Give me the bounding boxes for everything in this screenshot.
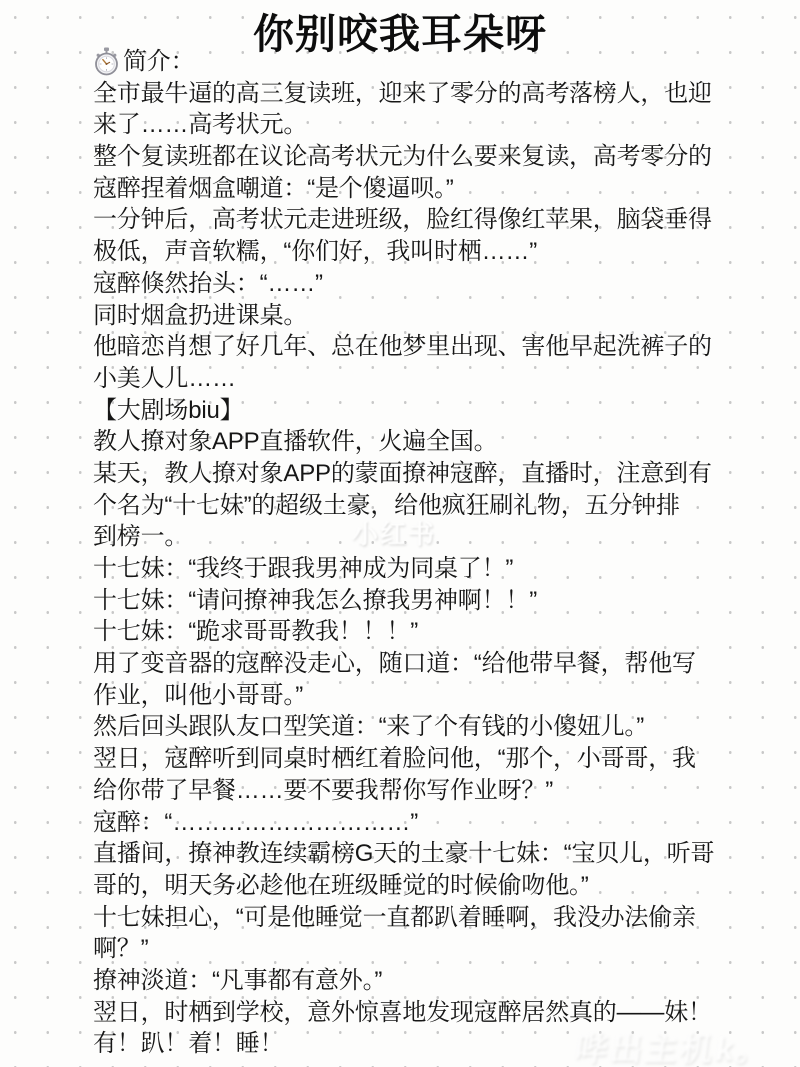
text-line: 到榜一。 [93,523,189,551]
text-line: 一分钟后，高考状元走进班级，脸红得像红苹果，脑袋垂得 [93,206,712,234]
intro-label: 简介： [123,48,195,75]
text-line: 翌日，时栖到学校，意外惊喜地发现寇醉居然真的——妹！ [93,998,712,1026]
text-line: 然后回头跟队友口型笑道：“来了个有钱的小傻妞儿。” [93,713,644,741]
page-title: 你别咬我耳朵呀 [253,11,547,57]
text-line: 十七妹：“请问撩神我怎么撩我男神啊！！” [93,586,537,614]
text-line: 【大剧场biu】 [93,396,244,424]
text-line: 十七妹：“我终于跟我男神成为同桌了！” [93,555,514,582]
text-line: 小美人儿…… [93,364,236,392]
center-watermark: 小红书 [352,519,437,549]
intro-heading-line [93,46,800,78]
text-line: 直播间，撩神教连续霸榜G天的土豪十七妹：“宝贝儿，听哥 [93,840,715,868]
text-line: 用了变音器的寇醉没走心，随口道：“给他带早餐，帮他写 [93,650,696,678]
text-line: 整个复读班都在议论高考状元为什么要来复读，高考零分的 [93,143,712,171]
text-line: 啊？” [93,935,149,963]
text-line: 有！趴！着！睡！ [93,1030,284,1058]
text-line: 寇醉：“…………………………” [93,808,418,836]
text-line: 同时烟盒扔进课桌。 [93,301,308,329]
text-line: 给你带了早餐……要不要我帮你写作业呀？” [93,776,553,804]
text-line: 作业，叫他小哥哥。” [93,681,303,709]
text-line: 十七妹：“跪求哥哥教我！！！” [93,618,418,646]
text-line: 来了……高考状元。 [93,111,308,139]
text-line: 寇醉捏着烟盒嘲道：“是个傻逼呗。” [93,174,454,202]
text-line: 寇醉倏然抬头：“……” [93,269,323,297]
text-line: 他暗恋肖想了好几年、总在他梦里出现、害他早起洗裤子的 [93,333,712,361]
text-line: 教人撩对象APP直播软件，火遍全国。 [93,428,498,456]
text-line: 撩神淡道：“凡事都有意外。” [93,966,383,994]
bottom-watermark: 哔出主机k。 [573,1031,775,1067]
text-line: 极低，声音软糯，“你们好，我叫时栖……” [93,238,537,266]
text-line: 翌日，寇醉听到同桌时栖红着脸问他，“那个，小哥哥，我 [93,745,696,773]
text-line: 哥的，明天务必趁他在班级睡觉的时候偷吻他。” [93,871,589,899]
text-line: 个名为“十七妹”的超级土豪，给他疯狂刷礼物，五分钟排 [93,491,680,519]
synopsis-text [93,46,800,1060]
text-line: 十七妹担心，“可是他睡觉一直都趴着睡啊，我没办法偷亲 [93,903,696,931]
text-line: 某天，教人撩对象APP的蒙面撩神寇醉，直播时，注意到有 [93,459,712,487]
text-line: 全市最牛逼的高三复读班，迎来了零分的高考落榜人，也迎 [93,79,712,107]
stopwatch-icon [93,47,120,76]
